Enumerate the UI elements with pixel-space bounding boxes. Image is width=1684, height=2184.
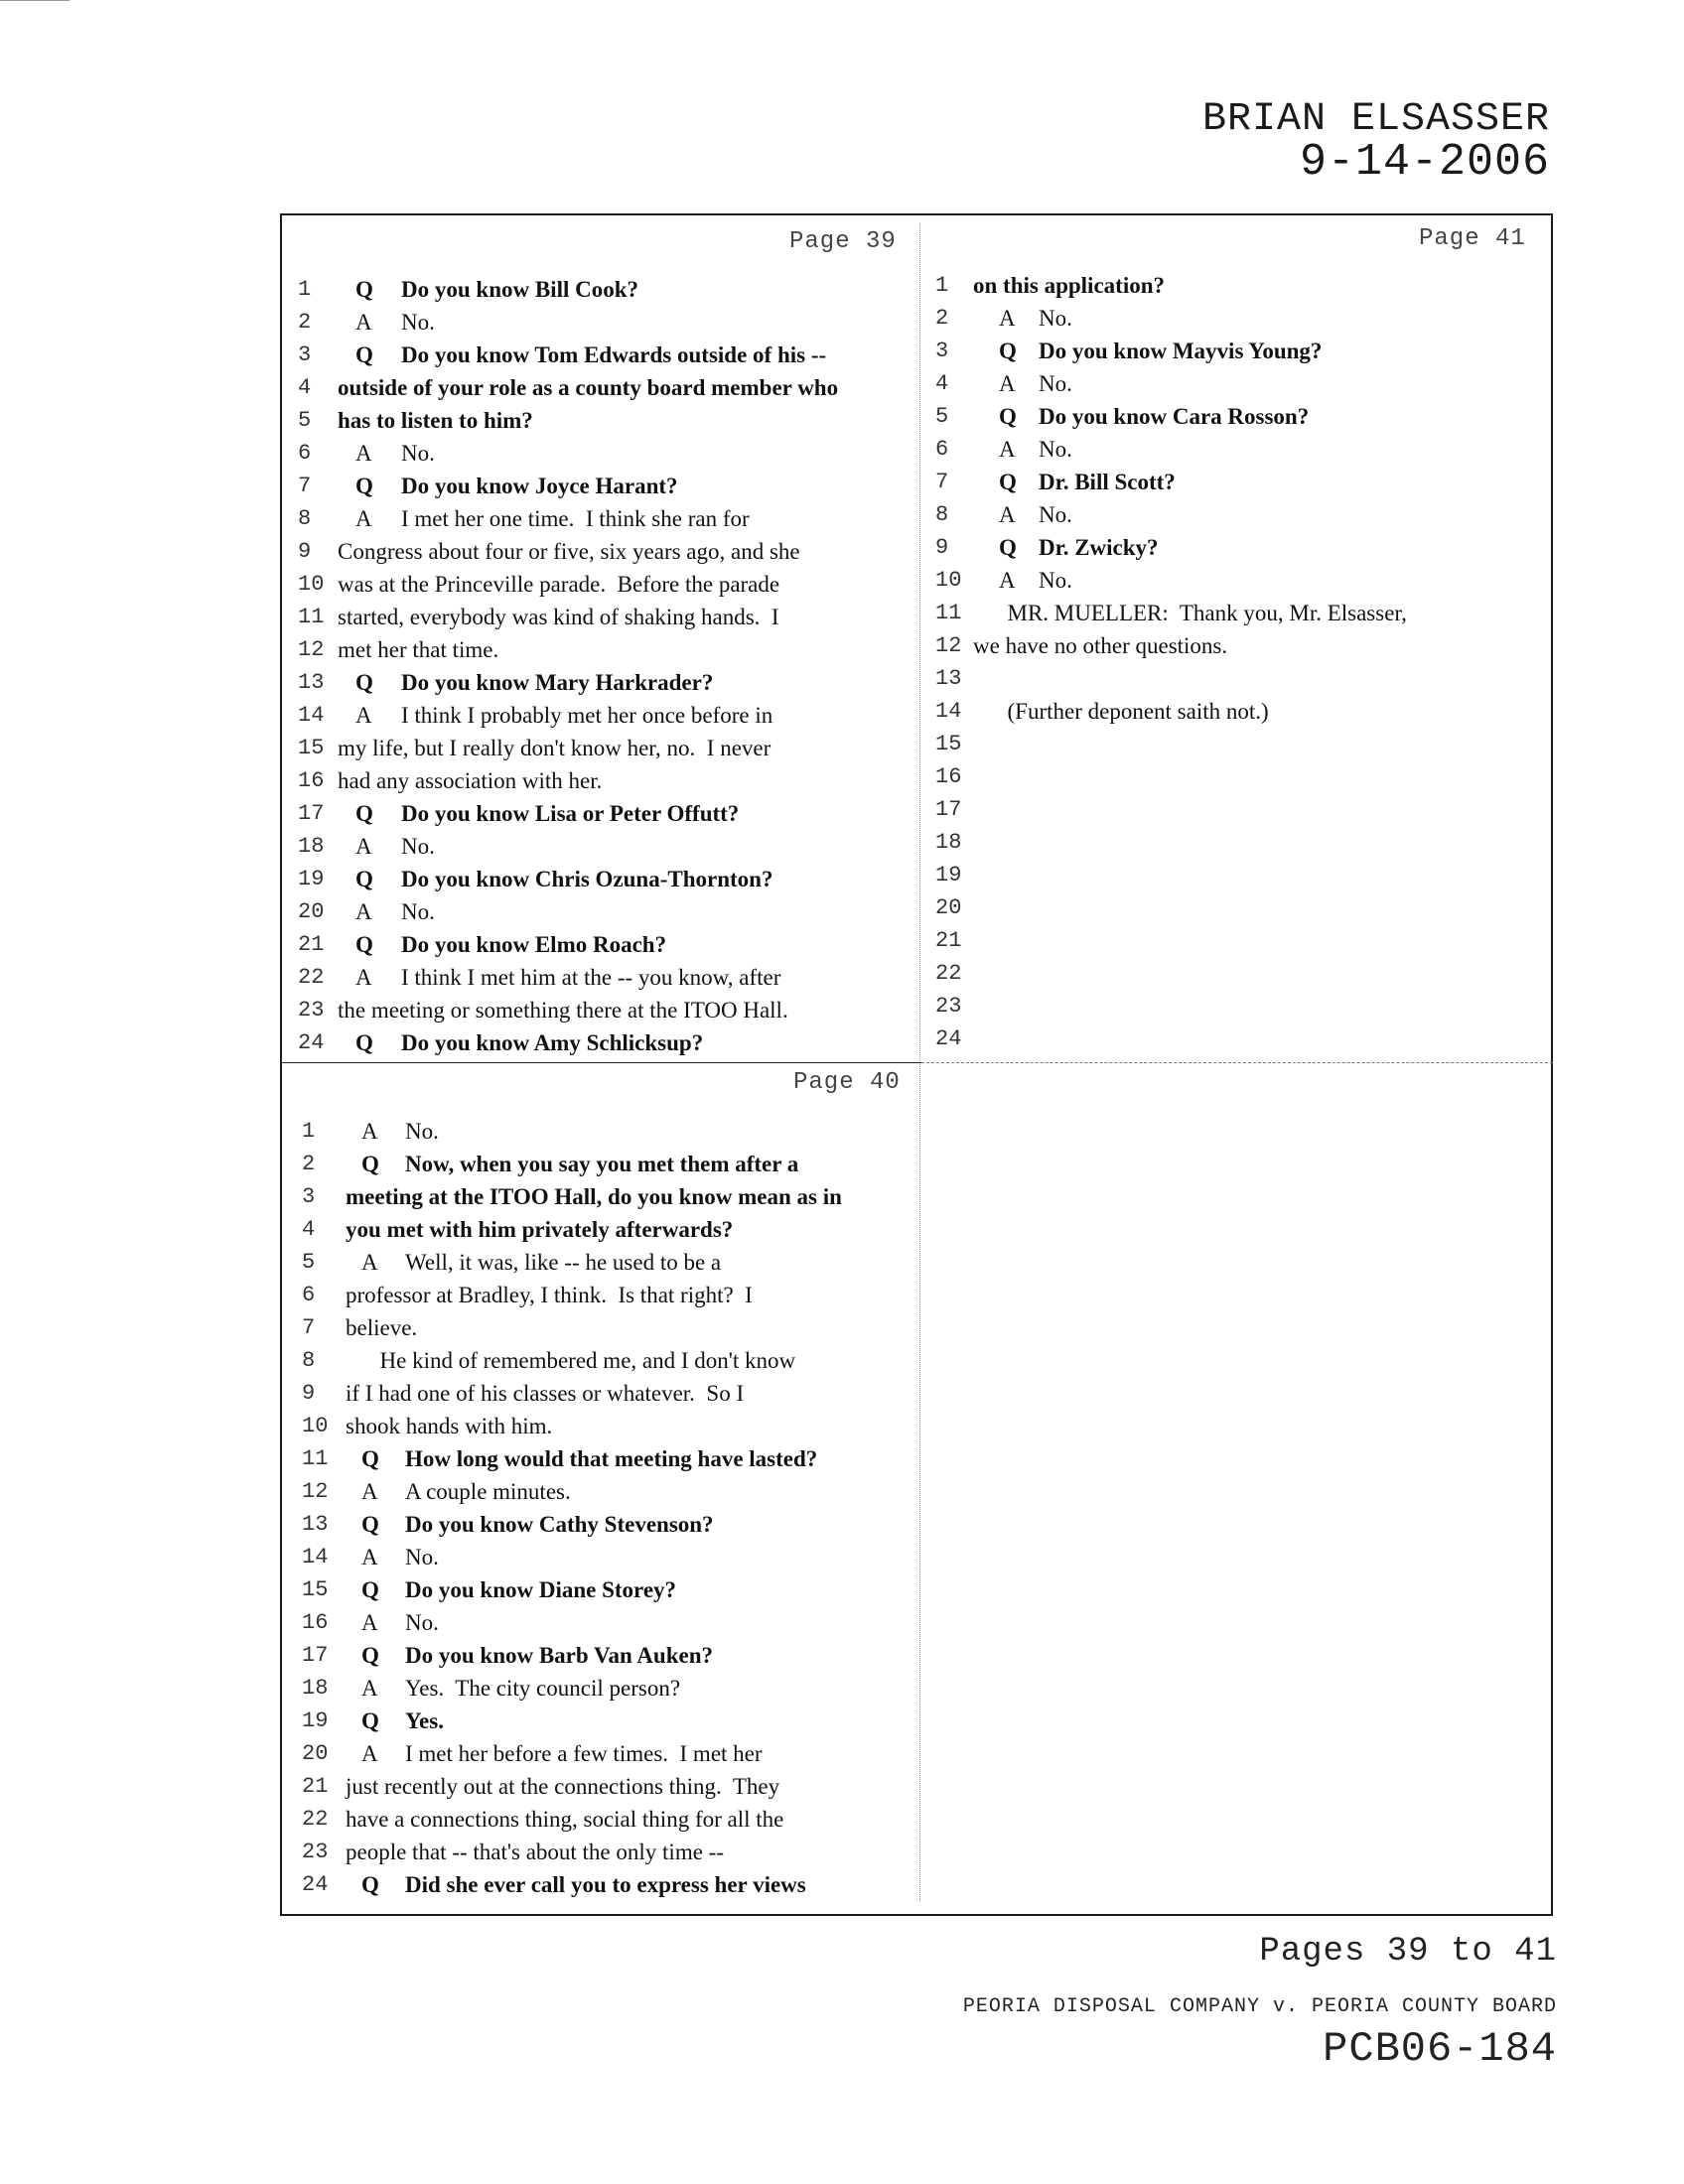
line-text: Do you know Mayvis Young? <box>1039 339 1323 363</box>
line-number: 3 <box>302 1184 316 1209</box>
line-text: Yes. The city council person? <box>405 1676 681 1701</box>
page-label-41: Page 41 <box>1419 225 1526 252</box>
line-number: 15 <box>302 1577 329 1602</box>
deponent-name: BRIAN ELSASSER <box>1201 97 1550 142</box>
line-text: No. <box>1039 502 1072 527</box>
line-text: if I had one of his classes or whatever. So I <box>346 1381 745 1406</box>
question-marker: Q <box>999 404 1017 429</box>
line-number: 7 <box>298 474 312 498</box>
question-marker: Q <box>361 1577 379 1602</box>
line-number: 4 <box>935 371 949 396</box>
page-label-40: Page 40 <box>793 1069 901 1096</box>
answer-marker: A <box>361 1479 378 1504</box>
line-number: 24 <box>302 1872 329 1897</box>
line-text: Do you know Mary Harkrader? <box>401 670 714 695</box>
line-number: 23 <box>302 1840 329 1864</box>
line-number: 21 <box>935 928 962 953</box>
line-number: 14 <box>935 699 962 724</box>
answer-marker: A <box>361 1741 378 1766</box>
line-text: Dr. Zwicky? <box>1039 535 1159 560</box>
line-number: 11 <box>935 601 962 625</box>
line-text: No. <box>1039 306 1072 331</box>
line-text: Now, when you say you met them after a <box>405 1152 799 1176</box>
line-text: people that -- that's about the only time -- <box>346 1840 724 1864</box>
line-text: Do you know Cara Rosson? <box>1039 404 1310 429</box>
line-text: MR. MUELLER: Thank you, Mr. Elsasser, <box>973 601 1407 625</box>
question-marker: Q <box>355 342 373 367</box>
answer-marker: A <box>355 506 372 531</box>
answer-marker: A <box>999 437 1016 462</box>
line-number: 24 <box>935 1026 962 1051</box>
line-text: Do you know Amy Schlicksup? <box>401 1030 704 1055</box>
line-number: 20 <box>302 1741 329 1766</box>
line-number: 17 <box>298 801 325 826</box>
answer-marker: A <box>355 834 372 859</box>
line-number: 2 <box>935 306 949 331</box>
line-number: 2 <box>298 310 312 335</box>
line-text: Do you know Diane Storey? <box>405 1577 677 1602</box>
line-text: Do you know Tom Edwards outside of his -- <box>401 342 827 367</box>
line-text: No. <box>405 1545 439 1570</box>
line-number: 17 <box>302 1643 329 1668</box>
line-text: No. <box>1039 568 1072 593</box>
answer-marker: A <box>361 1250 378 1275</box>
line-text: No. <box>401 310 435 335</box>
question-marker: Q <box>355 277 373 302</box>
line-text: I think I met him at the -- you know, after <box>401 965 781 990</box>
line-text: (Further deponent saith not.) <box>973 699 1269 724</box>
scan-corner-mark <box>0 0 70 5</box>
line-text: Do you know Cathy Stevenson? <box>405 1512 714 1537</box>
line-text: met her that time. <box>338 637 499 662</box>
line-text: No. <box>401 899 435 924</box>
line-number: 9 <box>298 539 312 564</box>
question-marker: Q <box>355 1030 373 1055</box>
pages-range: Pages 39 to 41 <box>1259 1933 1557 1971</box>
line-number: 8 <box>298 506 312 531</box>
line-text: No. <box>1039 437 1072 462</box>
line-number: 18 <box>302 1676 329 1701</box>
line-number: 21 <box>302 1774 329 1799</box>
line-text: No. <box>401 834 435 859</box>
line-text: No. <box>1039 371 1072 396</box>
line-text: Congress about four or five, six years ago, and she <box>338 539 800 564</box>
line-text: Do you know Bill Cook? <box>401 277 639 302</box>
line-number: 7 <box>302 1315 316 1340</box>
line-number: 16 <box>298 768 325 793</box>
line-number: 22 <box>935 961 962 986</box>
question-marker: Q <box>361 1643 379 1668</box>
line-text: How long would that meeting have lasted? <box>405 1446 818 1471</box>
line-text: started, everybody was kind of shaking hands. I <box>338 605 779 629</box>
line-number: 20 <box>935 895 962 920</box>
line-text: Do you know Lisa or Peter Offutt? <box>401 801 740 826</box>
line-text: outside of your role as a county board member who <box>338 375 839 400</box>
line-text: Well, it was, like -- he used to be a <box>405 1250 722 1275</box>
question-marker: Q <box>361 1872 379 1897</box>
line-number: 17 <box>935 797 962 822</box>
line-text: Did she ever call you to express her views <box>405 1872 806 1897</box>
line-number: 1 <box>302 1119 316 1144</box>
page-divider-left <box>280 1062 921 1063</box>
line-number: 24 <box>298 1030 325 1055</box>
answer-marker: A <box>355 310 372 335</box>
question-marker: Q <box>355 801 373 826</box>
question-marker: Q <box>999 339 1017 363</box>
question-marker: Q <box>999 535 1017 560</box>
line-number: 7 <box>935 470 949 494</box>
line-number: 21 <box>298 932 325 957</box>
line-text: A couple minutes. <box>405 1479 571 1504</box>
line-text: the meeting or something there at the ITOO Hall. <box>338 998 788 1023</box>
line-number: 22 <box>302 1807 329 1832</box>
line-number: 13 <box>302 1512 329 1537</box>
line-number: 12 <box>302 1479 329 1504</box>
line-text: you met with him privately afterwards? <box>346 1217 734 1242</box>
question-marker: Q <box>999 470 1017 494</box>
question-marker: Q <box>361 1512 379 1537</box>
answer-marker: A <box>355 441 372 466</box>
line-number: 8 <box>302 1348 316 1373</box>
line-number: 9 <box>302 1381 316 1406</box>
question-marker: Q <box>355 474 373 498</box>
case-title: PEORIA DISPOSAL COMPANY v. PEORIA COUNTY BOARD <box>962 1995 1557 2018</box>
line-number: 20 <box>298 899 325 924</box>
line-number: 1 <box>298 277 312 302</box>
question-marker: Q <box>355 867 373 891</box>
line-number: 10 <box>298 572 325 597</box>
line-number: 5 <box>298 408 312 433</box>
answer-marker: A <box>355 899 372 924</box>
line-number: 12 <box>298 637 325 662</box>
line-number: 11 <box>302 1446 329 1471</box>
line-number: 10 <box>935 568 962 593</box>
answer-marker: A <box>999 371 1016 396</box>
line-text: Dr. Bill Scott? <box>1039 470 1176 494</box>
line-number: 16 <box>935 764 962 789</box>
line-number: 5 <box>935 404 949 429</box>
line-text: No. <box>405 1610 439 1635</box>
answer-marker: A <box>999 306 1016 331</box>
question-marker: Q <box>355 932 373 957</box>
line-number: 11 <box>298 605 325 629</box>
line-number: 16 <box>302 1610 329 1635</box>
transcript-sheet <box>280 213 1553 1916</box>
line-text: Do you know Barb Van Auken? <box>405 1643 713 1668</box>
line-number: 4 <box>302 1217 316 1242</box>
answer-marker: A <box>361 1545 378 1570</box>
question-marker: Q <box>361 1708 379 1733</box>
line-text: He kind of remembered me, and I don't know <box>346 1348 796 1373</box>
line-text: have a connections thing, social thing for all the <box>346 1807 784 1832</box>
line-number: 22 <box>298 965 325 990</box>
line-number: 13 <box>298 670 325 695</box>
line-number: 4 <box>298 375 312 400</box>
question-marker: Q <box>361 1152 379 1176</box>
line-number: 8 <box>935 502 949 527</box>
line-number: 14 <box>298 703 325 728</box>
line-number: 12 <box>935 633 962 658</box>
line-text: No. <box>405 1119 439 1144</box>
line-text: was at the Princeville parade. Before the parade <box>338 572 780 597</box>
line-text: has to listen to him? <box>338 408 533 433</box>
line-number: 15 <box>298 736 325 760</box>
line-text: shook hands with him. <box>346 1414 553 1438</box>
line-text: meeting at the ITOO Hall, do you know mean as in <box>346 1184 842 1209</box>
line-number: 2 <box>302 1152 316 1176</box>
answer-marker: A <box>361 1119 378 1144</box>
line-text: my life, but I really don't know her, no. I never <box>338 736 772 760</box>
page-divider-right <box>921 1062 1553 1063</box>
line-text: I met her one time. I think she ran for <box>401 506 750 531</box>
line-number: 19 <box>298 867 325 891</box>
line-number: 1 <box>935 273 949 298</box>
line-text: just recently out at the connections thing. They <box>346 1774 780 1799</box>
line-number: 23 <box>298 998 325 1023</box>
line-number: 6 <box>302 1283 316 1307</box>
question-marker: Q <box>355 670 373 695</box>
line-number: 14 <box>302 1545 329 1570</box>
line-number: 6 <box>935 437 949 462</box>
line-text: had any association with her. <box>338 768 603 793</box>
line-number: 10 <box>302 1414 329 1438</box>
line-number: 18 <box>935 830 962 855</box>
line-number: 3 <box>935 339 949 363</box>
line-text: I think I probably met her once before in <box>401 703 773 728</box>
line-number: 19 <box>302 1708 329 1733</box>
line-text: Do you know Joyce Harant? <box>401 474 678 498</box>
case-number: PCB06-184 <box>1323 2025 1557 2073</box>
answer-marker: A <box>361 1676 378 1701</box>
answer-marker: A <box>999 568 1016 593</box>
line-number: 19 <box>935 863 962 887</box>
answer-marker: A <box>999 502 1016 527</box>
page-label-39: Page 39 <box>789 228 897 255</box>
line-number: 6 <box>298 441 312 466</box>
line-text: I met her before a few times. I met her <box>405 1741 763 1766</box>
line-number: 5 <box>302 1250 316 1275</box>
answer-marker: A <box>355 703 372 728</box>
line-number: 3 <box>298 342 312 367</box>
answer-marker: A <box>361 1610 378 1635</box>
line-text: Do you know Chris Ozuna-Thornton? <box>401 867 773 891</box>
line-number: 13 <box>935 666 962 691</box>
line-text: professor at Bradley, I think. Is that right? I <box>346 1283 753 1307</box>
line-number: 18 <box>298 834 325 859</box>
question-marker: Q <box>361 1446 379 1471</box>
line-text: No. <box>401 441 435 466</box>
deposition-date: 9-14-2006 <box>1299 137 1550 188</box>
line-text: Yes. <box>405 1708 444 1733</box>
line-number: 23 <box>935 994 962 1019</box>
line-text: believe. <box>346 1315 418 1340</box>
line-text: Do you know Elmo Roach? <box>401 932 667 957</box>
answer-marker: A <box>355 965 372 990</box>
line-number: 15 <box>935 732 962 756</box>
line-number: 9 <box>935 535 949 560</box>
line-text: we have no other questions. <box>973 633 1228 658</box>
line-text: on this application? <box>973 273 1165 298</box>
